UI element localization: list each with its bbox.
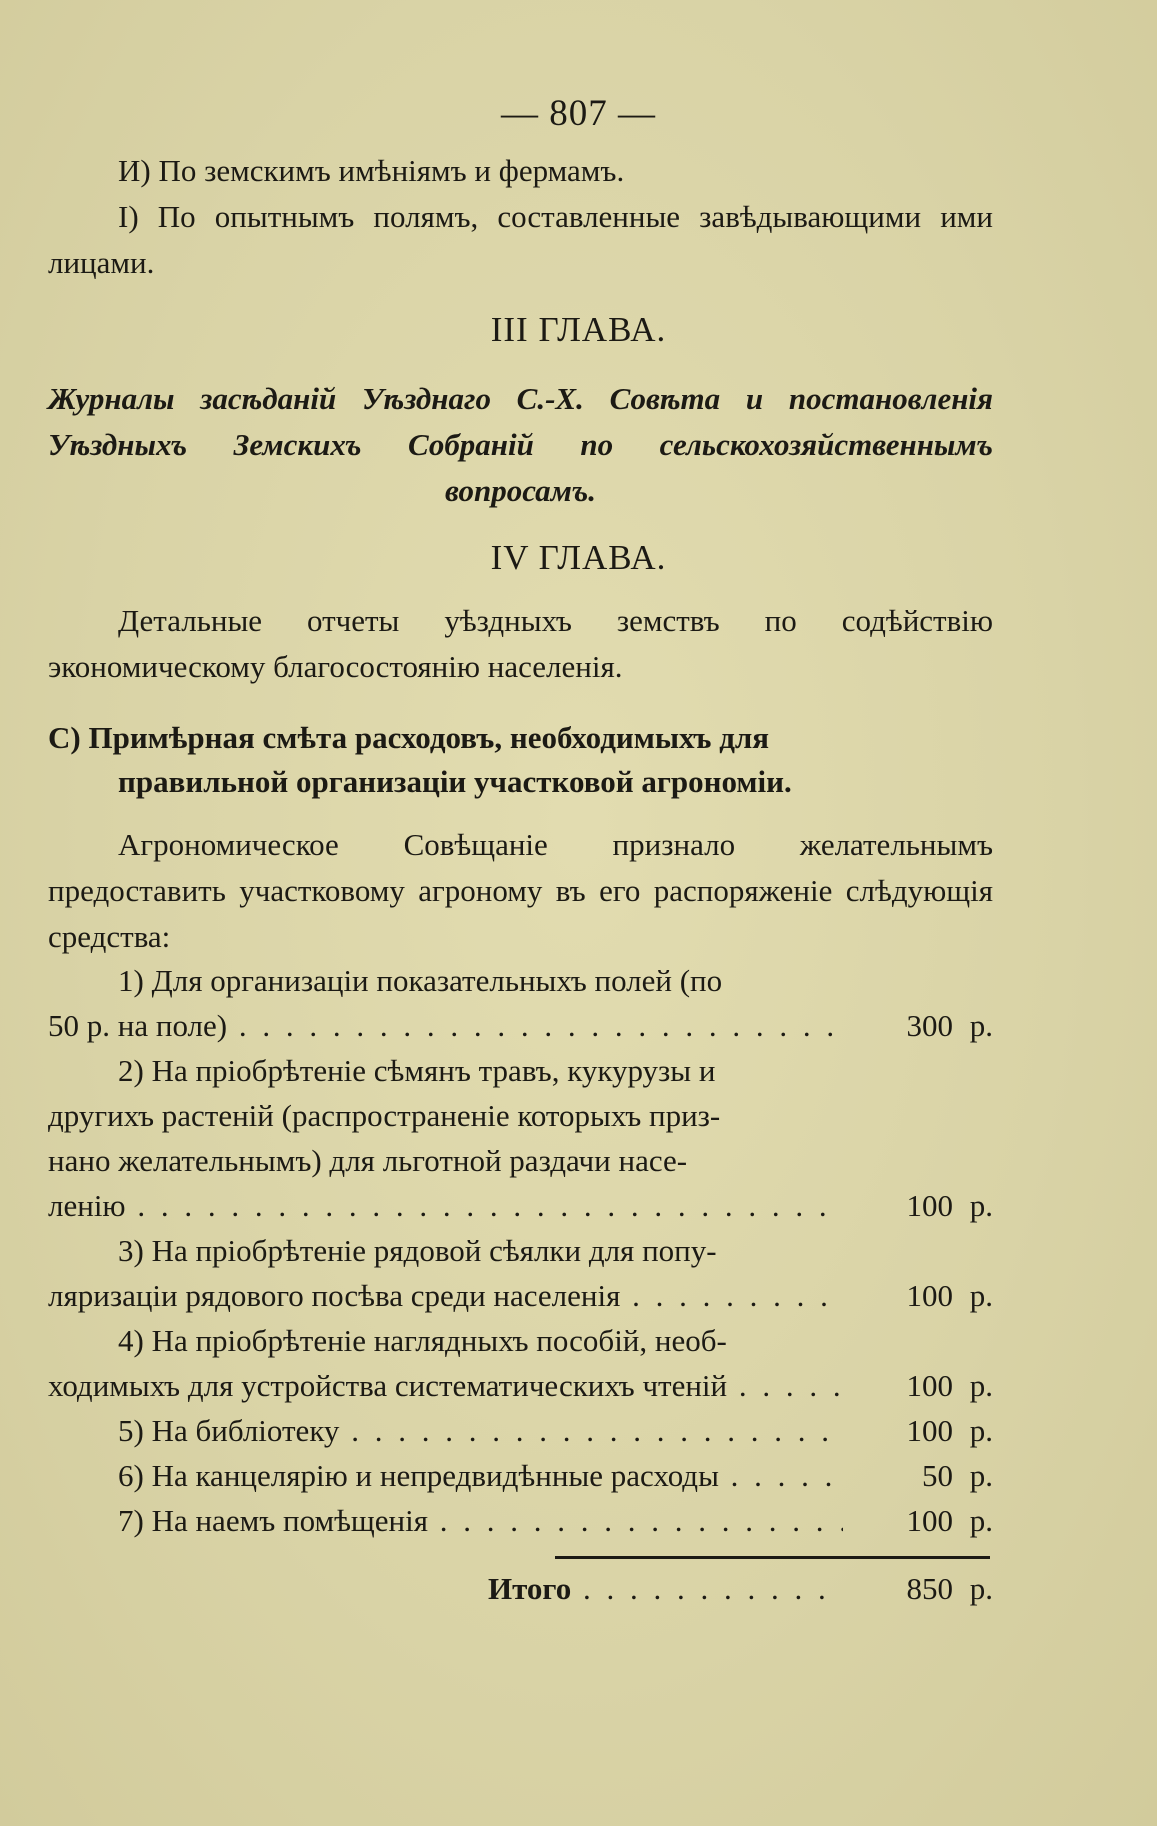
budget-item-line: 4) На пріобрѣтеніе наглядныхъ пособій, необ- xyxy=(118,1323,727,1358)
budget-item-amount: 100 xyxy=(906,1413,953,1448)
section-c-line2: правильной организаціи участковой агрономіи. xyxy=(118,764,792,799)
budget-item-line: 2) На пріобрѣтеніе сѣмянъ травъ, кукурузы и xyxy=(118,1053,716,1088)
total-leader xyxy=(488,1566,843,1611)
budget-item-leader xyxy=(48,1273,843,1318)
budget-item xyxy=(48,1228,993,1318)
budget-item xyxy=(48,1318,993,1408)
budget-item-leader xyxy=(118,1453,843,1498)
budget-item-label: 7) На наемъ помѣщенія xyxy=(118,1503,429,1538)
budget-item-amount: 100 xyxy=(906,1278,953,1313)
budget-item xyxy=(48,1498,993,1543)
item-j-line: І) По опытнымъ полямъ, составленные завѣдывающими ими лицами. xyxy=(48,199,993,280)
chapter-3-subtitle: Журналы засѣданій Уѣзднаго С.-Х. Совѣта и постановленія Уѣздныхъ Земскихъ Собраній по сельскохозяйственнымъ вопросамъ. xyxy=(48,381,993,508)
budget-item-label: ленію xyxy=(48,1188,126,1223)
page-number: — 807 — xyxy=(501,93,656,134)
budget-item-amount: 100 xyxy=(906,1503,953,1538)
budget-item-currency: р. xyxy=(969,1008,993,1043)
budget-item-amount: 50 xyxy=(922,1458,953,1493)
budget-item-label: ходимыхъ для устройства систематическихъ чтеній xyxy=(48,1368,728,1403)
budget-item-currency: р. xyxy=(969,1413,993,1448)
chapter-3-title: III ГЛАВА. xyxy=(490,310,667,349)
total-row xyxy=(48,1566,993,1611)
budget-item-line: 3) На пріобрѣтеніе рядовой сѣялки для попу- xyxy=(118,1233,717,1268)
budget-item-currency: р. xyxy=(969,1188,993,1223)
item-i-line: И) По земскимъ имѣніямъ и фермамъ. xyxy=(118,153,625,188)
budget-item-label: 50 р. на поле) xyxy=(48,1008,228,1043)
budget-item-line: другихъ растеній (распространеніе которыхъ приз- xyxy=(48,1098,721,1133)
chapter-4-title: IV ГЛАВА. xyxy=(490,538,667,577)
total-currency: р. xyxy=(969,1571,993,1606)
budget-item xyxy=(48,1408,993,1453)
budget-item-line: нано желательнымъ) для льготной раздачи насе- xyxy=(48,1143,688,1178)
budget-item-label: ляризаціи рядового посѣва среди населенія xyxy=(48,1278,621,1313)
total-amount: 850 xyxy=(906,1571,953,1606)
intro-paragraph: Агрономическое Совѣщаніе признало желательнымъ предоставить участковому агроному въ его распоряженіе слѣдующія средства: xyxy=(48,827,993,954)
total-rule xyxy=(555,1556,990,1559)
budget-item xyxy=(48,1453,993,1498)
budget-item-leader xyxy=(48,1003,843,1048)
budget-item-currency: р. xyxy=(969,1458,993,1493)
budget-item-leader xyxy=(118,1498,843,1543)
budget-item-leader xyxy=(48,1183,843,1228)
budget-item-amount: 100 xyxy=(906,1368,953,1403)
budget-item-amount: 100 xyxy=(906,1188,953,1223)
budget-item-line: 1) Для организаціи показательныхъ полей (по xyxy=(118,963,723,998)
budget-item-label: 6) На канцелярію и непредвидѣнные расходы xyxy=(118,1458,719,1493)
total-label: Итого xyxy=(488,1571,572,1606)
budget-item-leader xyxy=(118,1408,843,1453)
budget-item-currency: р. xyxy=(969,1503,993,1538)
budget-item-currency: р. xyxy=(969,1368,993,1403)
budget-item-currency: р. xyxy=(969,1278,993,1313)
budget-item xyxy=(48,958,993,1048)
budget-item-amount: 300 xyxy=(906,1008,953,1043)
chapter-4-text: Детальные отчеты уѣздныхъ земствъ по содѣйствію экономическому благосостоянію населенія. xyxy=(48,603,993,684)
section-c-label: С) xyxy=(48,720,81,755)
budget-item-leader xyxy=(48,1363,843,1408)
budget-item xyxy=(48,1048,993,1228)
section-c-line1: Примѣрная смѣта расходовъ, необходимыхъ для xyxy=(88,720,770,755)
budget-item-label: 5) На библіотеку xyxy=(118,1413,340,1448)
section-c-heading xyxy=(48,716,993,804)
